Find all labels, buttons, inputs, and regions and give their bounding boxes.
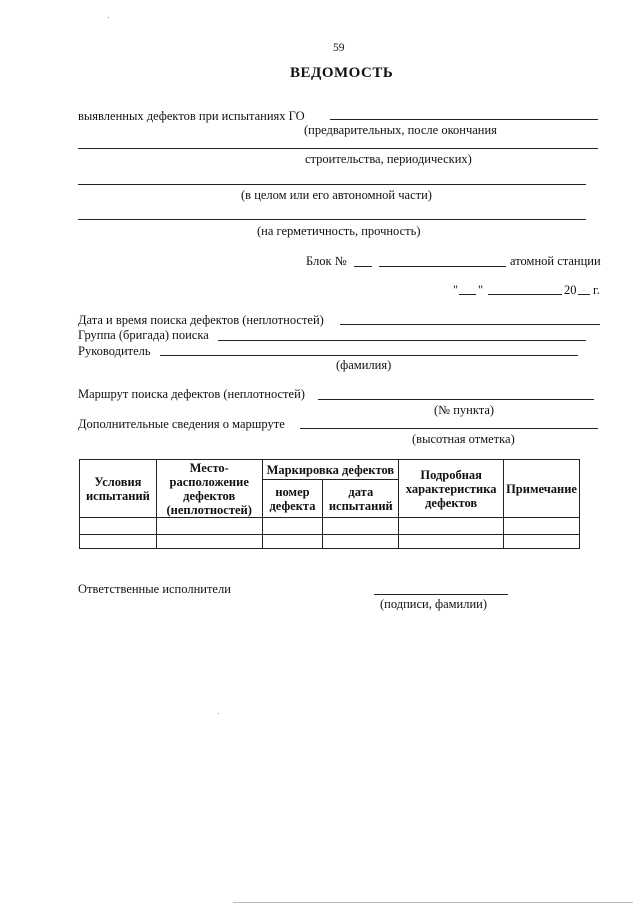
- table-cell[interactable]: [80, 518, 157, 535]
- table-cell[interactable]: [399, 518, 504, 535]
- route-hint: (№ пункта): [434, 403, 495, 417]
- defects-table: [79, 459, 580, 549]
- route-extra-label: Дополнительные сведения о маршруте: [78, 417, 285, 431]
- station-label: атомной станции: [510, 254, 601, 268]
- year-prefix: 20: [564, 283, 577, 297]
- col-defect-location: Место-расположение дефектов (неплотностей): [156, 460, 262, 518]
- scan-speck: [108, 17, 109, 18]
- date-month-line[interactable]: [488, 294, 562, 295]
- col-test-date: дата испытаний: [323, 480, 399, 518]
- defects-label: выявленных дефектов при испытаниях ГО: [78, 109, 305, 123]
- table-row: [80, 518, 580, 535]
- table-cell[interactable]: [504, 535, 580, 549]
- col-test-conditions: Условия испытаний: [80, 460, 157, 518]
- station-name-line[interactable]: [379, 266, 506, 267]
- table-header-row: [80, 460, 580, 480]
- table-cell[interactable]: [80, 535, 157, 549]
- hint-preliminary: (предварительных, после окончания: [304, 123, 497, 137]
- page-number: 59: [333, 42, 345, 54]
- search-group-line[interactable]: [218, 340, 586, 341]
- date-quote-open: ": [453, 283, 459, 297]
- search-date-line[interactable]: [340, 324, 600, 325]
- hint-whole-or-part: (в целом или его автономной части): [241, 188, 432, 202]
- table-cell[interactable]: [504, 518, 580, 535]
- signatures-line[interactable]: [374, 594, 508, 595]
- hint-construction: строительства, периодических): [305, 152, 472, 166]
- search-group-label: Группа (бригада) поиска: [78, 328, 209, 342]
- col-note: Примечание: [504, 460, 580, 518]
- hint-tightness-strength: (на герметичность, прочность): [257, 224, 421, 238]
- signatures-hint: (подписи, фамилии): [380, 597, 487, 611]
- responsible-label: Ответственные исполнители: [78, 582, 231, 596]
- table-cell[interactable]: [156, 535, 262, 549]
- leader-hint: (фамилия): [336, 358, 392, 372]
- table-cell[interactable]: [323, 518, 399, 535]
- scan-speck: [218, 713, 219, 714]
- leader-label: Руководитель: [78, 344, 151, 358]
- leader-line[interactable]: [160, 355, 578, 356]
- table-cell[interactable]: [156, 518, 262, 535]
- table-cell[interactable]: [262, 535, 323, 549]
- table-cell[interactable]: [262, 518, 323, 535]
- year-line[interactable]: [578, 294, 590, 295]
- route-line[interactable]: [318, 399, 594, 400]
- route-extra-hint: (высотная отметка): [412, 432, 515, 446]
- col-defect-marking: Маркировка дефектов: [262, 460, 399, 480]
- year-suffix: г.: [593, 283, 600, 297]
- document-title: ВЕДОМОСТЬ: [290, 65, 394, 81]
- scan-edge: [233, 902, 633, 903]
- block-label: Блок №: [306, 254, 347, 268]
- date-quote-close: ": [478, 283, 484, 297]
- col-detailed-description: Подробная характеристика дефектов: [399, 460, 504, 518]
- col-defect-number: номер дефекта: [262, 480, 323, 518]
- table-cell[interactable]: [323, 535, 399, 549]
- test-type-line-2[interactable]: [78, 148, 598, 149]
- table-cell[interactable]: [399, 535, 504, 549]
- test-kind-line[interactable]: [78, 219, 586, 220]
- route-extra-line[interactable]: [300, 428, 598, 429]
- table-row: [80, 535, 580, 549]
- date-day-line[interactable]: [459, 294, 476, 295]
- part-line[interactable]: [78, 184, 586, 185]
- search-date-label: Дата и время поиска дефектов (неплотностей): [78, 313, 324, 327]
- block-number-line[interactable]: [354, 266, 372, 267]
- route-label: Маршрут поиска дефектов (неплотностей): [78, 387, 305, 401]
- test-type-line[interactable]: [330, 119, 598, 120]
